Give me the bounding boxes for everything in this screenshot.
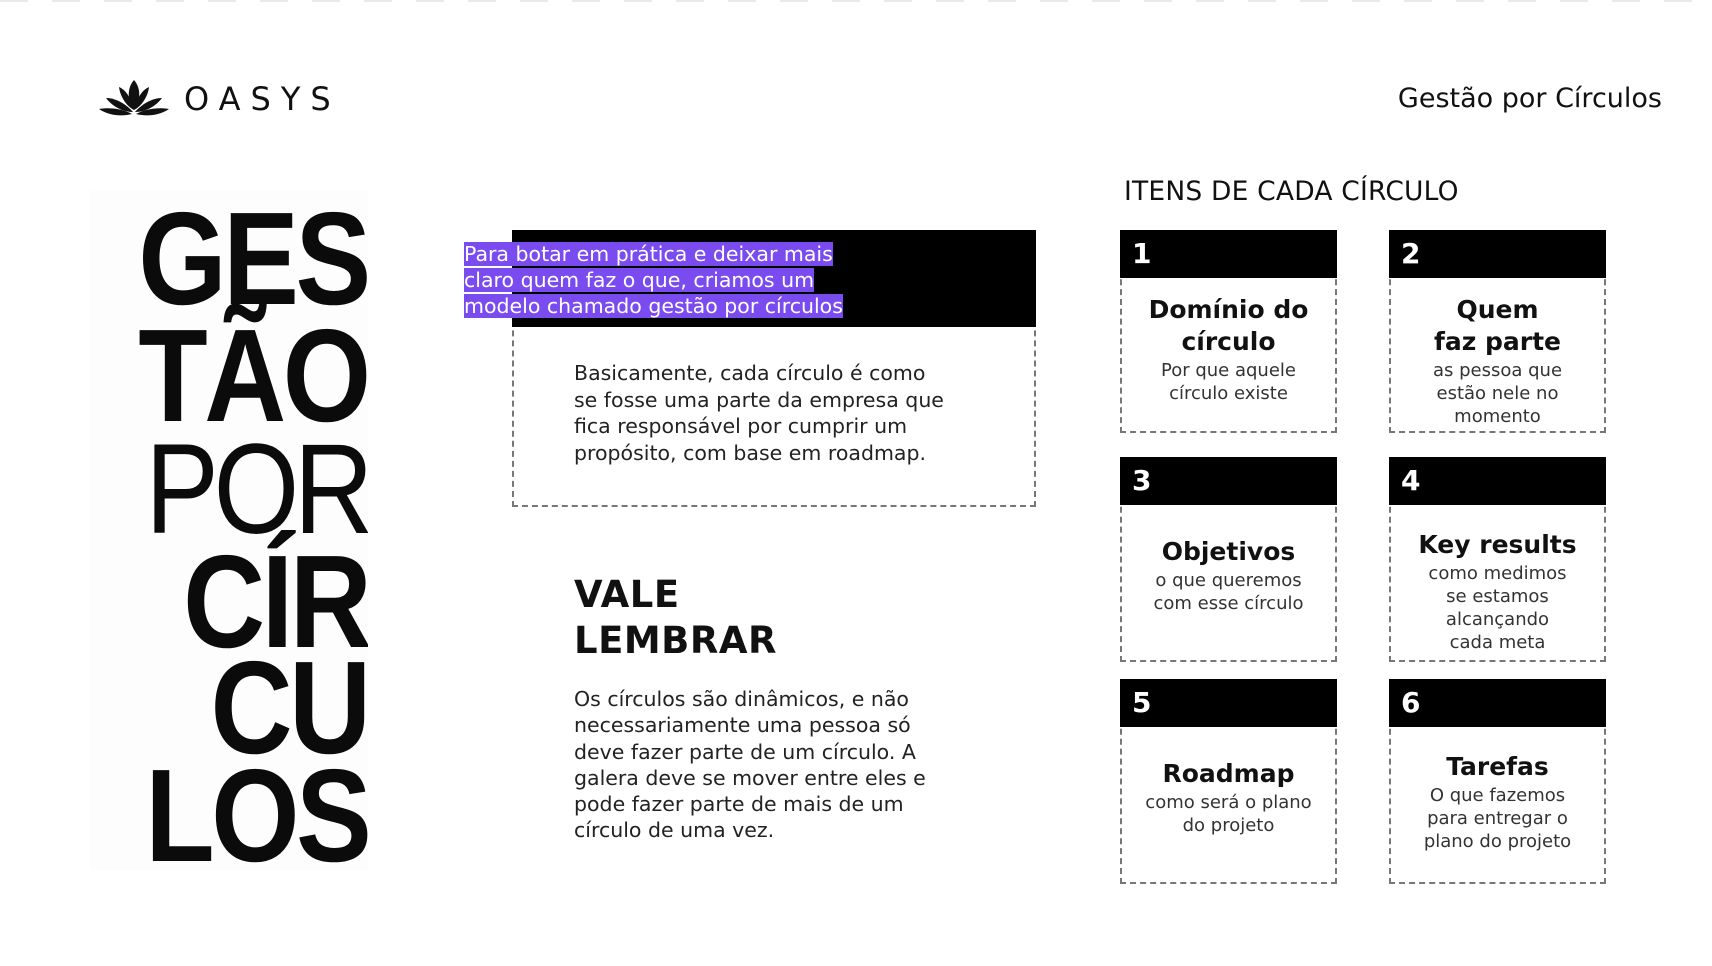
brand-logo	[98, 76, 341, 122]
card-number: 2	[1401, 237, 1421, 270]
intro-body: Basicamente, cada círculo é como se fosse uma parte da empresa que fica responsável por cumprir um propósito, com base em roadmap.	[574, 361, 944, 465]
reminder-title-line2: LEMBRAR	[574, 619, 777, 662]
lotus-icon	[98, 76, 170, 122]
intro-highlight-text: Para botar em prática e deixar mais claro quem faz o que, criamos um modelo chamado gestão por círculos	[464, 242, 843, 318]
card-header	[1120, 457, 1337, 505]
card-description: como medimos se estamos alcançando cada meta	[1428, 563, 1567, 653]
big-title-line: GES	[138, 190, 368, 332]
item-card	[1120, 457, 1337, 662]
big-title-line: LOS	[144, 742, 368, 870]
items-title: ITENS DE CADA CÍRCULO	[1124, 176, 1459, 207]
big-title-line: TÃO	[138, 302, 368, 449]
item-card	[1389, 230, 1606, 433]
card-title: Quem faz parte	[1433, 295, 1561, 356]
card-number: 3	[1132, 464, 1152, 497]
item-card	[1389, 679, 1606, 884]
card-number: 4	[1401, 464, 1421, 497]
big-title-line: POR	[144, 418, 368, 561]
card-header	[1389, 679, 1606, 727]
item-card	[1120, 230, 1337, 433]
intro-highlight	[464, 241, 884, 319]
card-description: Por que aquele círculo existe	[1161, 360, 1296, 404]
card-title: Roadmap	[1162, 759, 1295, 788]
reminder-title	[574, 572, 777, 664]
reminder-title-line1: VALE	[574, 573, 680, 616]
big-title-line: CÍR	[182, 528, 368, 675]
card-title: Key results	[1418, 530, 1577, 559]
card-header	[1120, 230, 1337, 278]
top-dashed-line	[0, 0, 1712, 2]
card-description: o que queremos com esse círculo	[1153, 570, 1304, 614]
brand-name: OASYS	[184, 80, 341, 118]
card-header	[1389, 457, 1606, 505]
card-number: 1	[1132, 237, 1152, 270]
item-card	[1389, 457, 1606, 662]
big-title	[90, 190, 368, 870]
card-header	[1389, 230, 1606, 278]
header-title: Gestão por Círculos	[1397, 83, 1662, 114]
card-description: O que fazemos para entregar o plano do projeto	[1423, 785, 1572, 852]
big-title-line: CU	[210, 634, 368, 781]
card-title: Domínio do círculo	[1148, 295, 1309, 356]
card-description: como será o plano do projeto	[1145, 792, 1312, 836]
reminder-body: Os círculos são dinâmicos, e não necessariamente uma pessoa só deve fazer parte de um círculo. A galera deve se mover entre eles e pode fazer parte de mais de um círculo de uma vez.	[574, 687, 926, 843]
item-card	[1120, 679, 1337, 884]
card-header	[1120, 679, 1337, 727]
card-number: 6	[1401, 686, 1421, 719]
card-number: 5	[1132, 686, 1152, 719]
card-description: as pessoa que estão nele no momento	[1432, 360, 1563, 427]
card-title: Objetivos	[1161, 537, 1296, 566]
card-title: Tarefas	[1446, 752, 1549, 781]
